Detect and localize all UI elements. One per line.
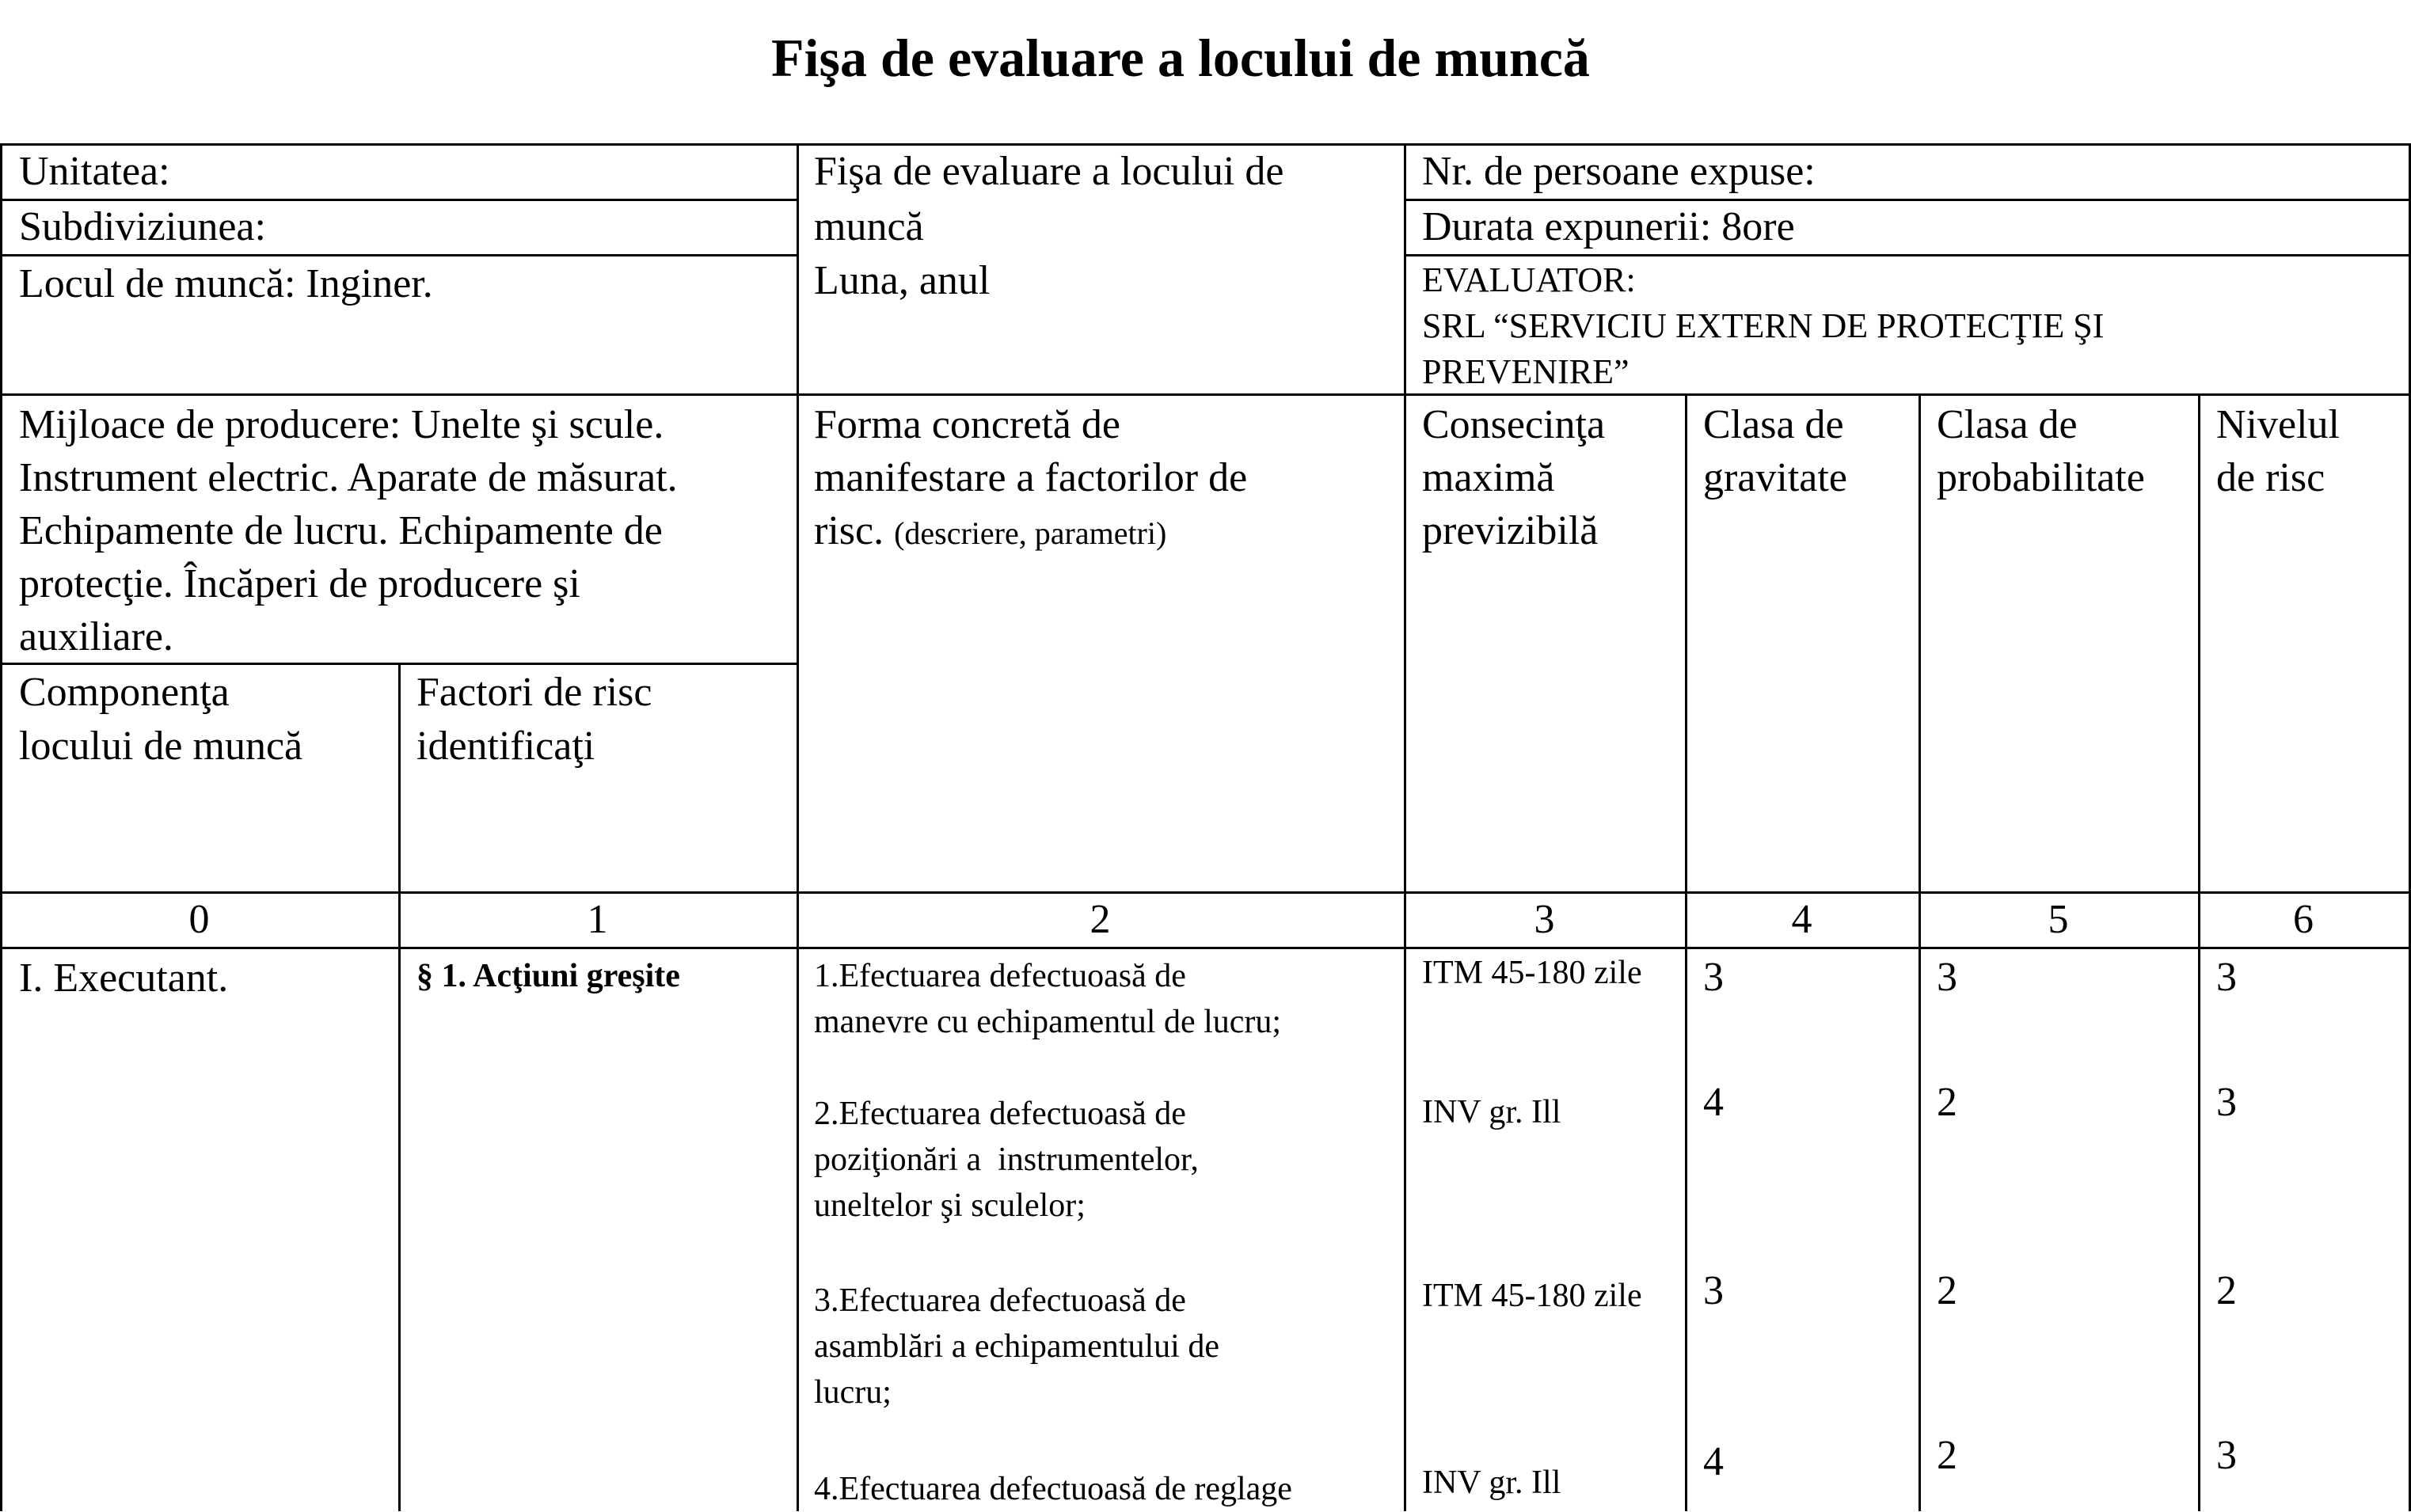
consecinta-value: ITM 45-180 zile	[1422, 1278, 1642, 1314]
column-number: 2	[1090, 897, 1111, 942]
forma-note: (descriere, parametri)	[894, 515, 1167, 551]
locul-de-munca-label: Locul de muncă: Inginer.	[19, 261, 433, 306]
factori-header-line2: identificaţi	[416, 724, 595, 769]
nivel-header-line1: Nivelul	[2216, 402, 2340, 447]
probabilitate-value: 3	[1937, 955, 1957, 1000]
risk-description-line: manevre cu echipamentul de lucru;	[814, 1004, 1282, 1040]
document-title: Fişa de evaluare a locului de muncă	[771, 28, 1590, 88]
consecinta-header-line3: previzibilă	[1422, 508, 1599, 553]
subdiviziunea-label: Subdiviziunea:	[19, 204, 266, 249]
forma-risc-text: risc.	[814, 508, 884, 553]
probabilitate-value: 2	[1937, 1433, 1957, 1478]
rule	[0, 393, 2411, 396]
consecinta-header-line1: Consecinţa	[1422, 402, 1606, 447]
evaluator-label: EVALUATOR:	[1422, 260, 1636, 299]
consecinta-value: INV gr. Ill	[1422, 1465, 1561, 1501]
luna-anul-label: Luna, anul	[814, 258, 991, 303]
risk-description-line: uneltelor şi sculelor;	[814, 1187, 1086, 1224]
risk-description-line: 2.Efectuarea defectuoasă de	[814, 1096, 1186, 1132]
rule	[1685, 393, 1687, 1511]
risk-description-line: 1.Efectuarea defectuoasă de	[814, 958, 1186, 994]
forma-header-line3	[814, 504, 1166, 560]
rule	[0, 143, 2, 1511]
column-number: 4	[1791, 897, 1812, 942]
forma-header-line1: Forma concretă de	[814, 402, 1120, 447]
fisa-label-line1: Fişa de evaluare a locului de	[814, 149, 1284, 194]
column-number: 1	[587, 897, 608, 942]
gravitate-header-line1: Clasa de	[1703, 402, 1844, 447]
unitatea-label: Unitatea:	[19, 149, 170, 194]
nivel-value: 3	[2216, 955, 2237, 1000]
componenta-header-line2: locului de muncă	[19, 724, 303, 769]
mijloace-line3: Echipamente de lucru. Echipamente de	[19, 508, 663, 553]
rule	[797, 143, 799, 1511]
column-number: 3	[1534, 897, 1555, 942]
risk-description-line: lucru;	[814, 1374, 892, 1411]
component-executant: I. Executant.	[19, 955, 229, 1001]
column-number: 5	[2048, 897, 2069, 942]
gravitate-value: 3	[1703, 1268, 1724, 1313]
risk-description-line: asamblări a echipamentului de	[814, 1328, 1219, 1365]
nivel-header-line2: de risc	[2216, 455, 2325, 500]
probabilitate-header-line1: Clasa de	[1937, 402, 2078, 447]
rule	[0, 254, 797, 256]
mijloace-line2: Instrument electric. Aparate de măsurat.	[19, 455, 678, 500]
factori-header-line1: Factori de risc	[416, 670, 652, 715]
factor-actiuni-gresite: § 1. Acţiuni greşite	[416, 958, 680, 994]
rule	[1404, 143, 1406, 1511]
gravitate-value: 4	[1703, 1439, 1724, 1484]
risk-description-line: poziţionări a instrumentelor,	[814, 1142, 1199, 1178]
fisa-label-line2: muncă	[814, 204, 924, 249]
rule	[2198, 393, 2200, 1511]
gravitate-value: 3	[1703, 955, 1724, 1000]
risk-description-line: 4.Efectuarea defectuoasă de reglage	[814, 1471, 1292, 1507]
componenta-header-line1: Componenţa	[19, 670, 230, 715]
rule	[0, 947, 2411, 949]
risk-description-line: 3.Efectuarea defectuoasă de	[814, 1282, 1186, 1319]
rule	[1919, 393, 1921, 1511]
column-number: 6	[2293, 897, 2314, 942]
column-number: 0	[188, 897, 210, 942]
probabilitate-value: 2	[1937, 1080, 1957, 1125]
probabilitate-value: 2	[1937, 1268, 1957, 1313]
consecinta-value: ITM 45-180 zile	[1422, 955, 1642, 991]
consecinta-value: INV gr. Ill	[1422, 1094, 1561, 1130]
consecinta-header-line2: maximă	[1422, 455, 1555, 500]
mijloace-line5: auxiliare.	[19, 614, 173, 659]
nivel-value: 2	[2216, 1268, 2237, 1313]
gravitate-value: 4	[1703, 1080, 1724, 1125]
evaluator-name-line1: SRL “SERVICIU EXTERN DE PROTECŢIE ŞI	[1422, 306, 2105, 345]
evaluator-name-line2: PREVENIRE”	[1422, 352, 1630, 391]
rule	[398, 663, 401, 1511]
mijloace-line1: Mijloace de producere: Unelte şi scule.	[19, 402, 664, 447]
mijloace-line4: protecţie. Încăperi de producere şi	[19, 561, 580, 606]
nivel-value: 3	[2216, 1080, 2237, 1125]
forma-header-line2: manifestare a factorilor de	[814, 455, 1248, 500]
probabilitate-header-line2: probabilitate	[1937, 455, 2145, 500]
nr-persoane-label: Nr. de persoane expuse:	[1422, 149, 1816, 194]
gravitate-header-line2: gravitate	[1703, 455, 1847, 500]
durata-label: Durata expunerii: 8ore	[1422, 204, 1795, 249]
nivel-value: 3	[2216, 1433, 2237, 1478]
